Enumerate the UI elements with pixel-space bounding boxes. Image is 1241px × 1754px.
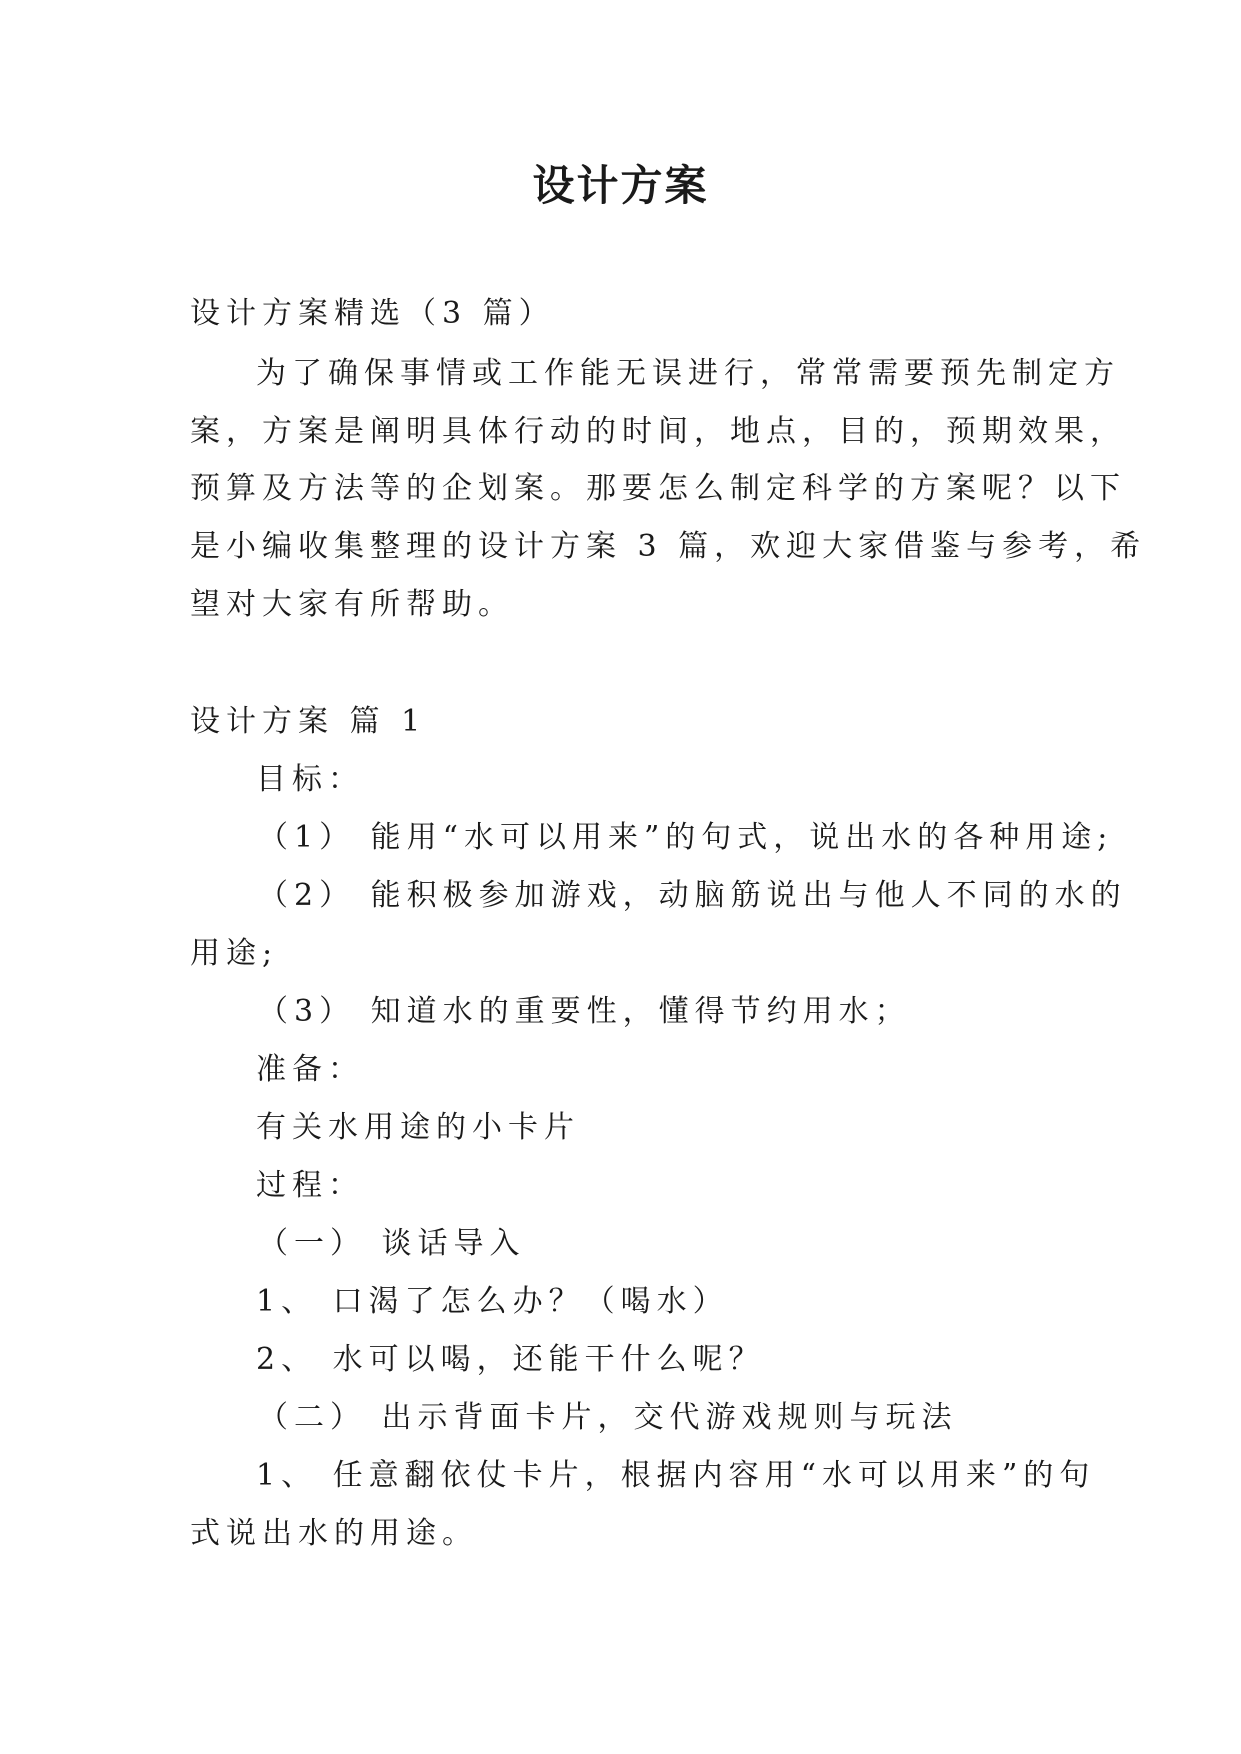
section-line: 有关水用途的小卡片: [256, 1110, 580, 1145]
section-line: 2、 水可以喝，还能干什么呢？: [256, 1342, 765, 1377]
section-line: 准备：: [256, 1052, 364, 1087]
page-title: 设计方案: [532, 161, 709, 210]
intro-line: 案，方案是阐明具体行动的时间，地点，目的，预期效果，: [190, 414, 1126, 449]
section-line: （3） 知道水的重要性，懂得节约用水；: [258, 994, 911, 1029]
section-line: 式说出水的用途。: [190, 1516, 478, 1551]
section-line: （一） 谈话导入: [258, 1226, 526, 1261]
section-line: 目标：: [256, 762, 364, 797]
section-line: 过程：: [256, 1168, 364, 1203]
section-line: 1、 任意翻依仗卡片，根据内容用“水可以用来”的句: [256, 1458, 1096, 1493]
section-line: （1） 能用“水可以用来”的句式，说出水的各种用途;: [258, 820, 1114, 855]
intro-line: 望对大家有所帮助。: [190, 587, 514, 622]
section-line: （二） 出示背面卡片，交代游戏规则与玩法: [258, 1400, 958, 1435]
subtitle: 设计方案精选（3 篇）: [190, 296, 555, 331]
intro-line: 预算及方法等的企划案。那要怎么制定科学的方案呢？以下: [190, 471, 1126, 506]
section-line: 用途;: [190, 936, 279, 971]
section-line: （2） 能积极参加游戏，动脑筋说出与他人不同的水的: [258, 878, 1127, 913]
intro-line: 为了确保事情或工作能无误进行，常常需要预先制定方: [256, 356, 1120, 391]
section-heading: 设计方案 篇 1: [190, 704, 427, 739]
section-line: 1、 口渴了怎么办？（喝水）: [256, 1284, 729, 1319]
intro-line: 是小编收集整理的设计方案 3 篇，欢迎大家借鉴与参考，希: [190, 529, 1147, 564]
